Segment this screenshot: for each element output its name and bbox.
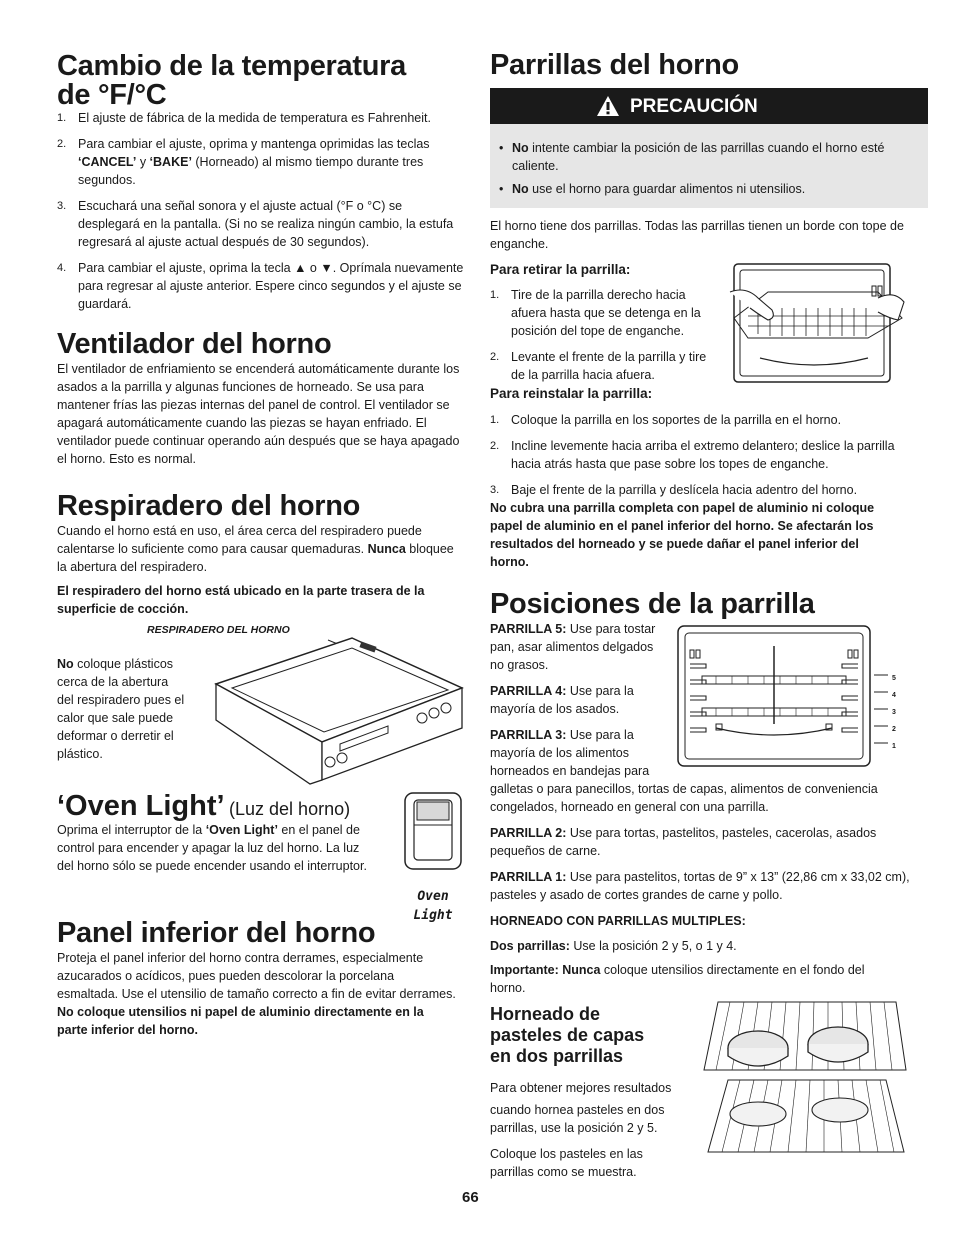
temp-steps [57,109,465,321]
rack-2-desc: PARRILLA 2: Use para tortas, pastelitos, pasteles, cacerolas, asados pequeños de carne. [490,826,877,858]
positions-title: Posiciones de la parrilla [490,588,815,620]
rack-1-desc: PARRILLA 1: Use para pastelitos, tortas de 9” x 13” (22,86 cm x 33,02 cm), pasteles y asado de cortes grandes de carne y pollo. [490,870,910,902]
vent-side-note: No coloque plásticos cerca de la abertura del respiradero pues el calor que sale puede deformar o derretir el plástico. [57,657,185,761]
cooktop-illustration [210,632,470,790]
temp-title: Cambio de la temperatura de °F/°C [57,50,406,111]
oven-light-switch-icon [404,792,462,870]
rack-number-labels: 5 4 3 2 1 [892,675,896,750]
cakes-title: Horneado de pasteles de capas en dos parrillas [490,1004,645,1066]
list-item: 1. Tire de la parrilla derecho hacia afuera hasta que se detenga en la posición del tope de enganche. [490,288,701,338]
important-note: Importante: Nunca coloque utensilios directamente en el fondo del horno. [490,963,865,995]
rack-3-desc-cont: galletas o para panecillos, tortas de capas, alimentos de conveniencia congelados, horneado en general con una parrilla. [490,782,878,814]
remove-title: Para retirar la parrilla: [490,262,631,277]
remove-steps [490,286,718,392]
oven-light-label: Oven Light [413,889,453,923]
two-racks-desc: Dos parrillas: Use la posición 2 y 5, o 1 y 4. [490,939,737,953]
rack-5-desc: PARRILLA 5: Use para tostar pan, asar alimentos delgados no grasos. [490,622,656,672]
list-item: 2. Incline levemente hacia arriba el extremo delantero; deslice la parrilla hacia atrás hasta que pase sobre los topes de enganche. [490,439,895,471]
bottom-title: Panel inferior del horno [57,917,376,949]
light-body: Oprima el interruptor de la ‘Oven Light’ en el panel de control para encender y apagar la luz del horno. La luz del horno sólo se puede encender usando el interruptor. [57,823,367,873]
caution-box [490,124,928,208]
caution-label: PRECAUCIÓN [630,96,758,117]
cakes-line1: Para obtener mejores resultados [490,1081,672,1095]
list-item: 2. Para cambiar el ajuste, oprima y mantenga oprimidas las teclas ‘CANCEL’ y ‘BAKE’ (Horneado) al mismo tiempo durante tres segundos. [57,137,430,187]
racks-intro: El horno tiene dos parrillas. Todas las parrillas tienen un borde con tope de enganche. [490,219,904,251]
foil-warning: No cubra una parrilla completa con papel de aluminio ni coloque papel de aluminio en el panel inferior del horno. Se afectarán los resultados del horneado y se puede dañar el panel inferior del horno. [490,501,875,569]
reinstall-title: Para reinstalar la parrilla: [490,386,653,401]
cakes-rack-illustration [700,996,910,1158]
caution-header [490,88,928,124]
fan-body: El ventilador de enfriamiento se encenderá automáticamente durante los asados a la parrilla y algunas funciones de horneado. Se usa para mantener frías las piezas internas del panel de control. El ventilador se apagará automáticamente cuando las piezas se hayan enfriado. El ventilador puede continuar operando aún después que se haya apagado el horno. Esto es normal. [57,362,460,466]
racks-title: Parrillas del horno [490,49,739,81]
list-item: • No use el horno para guardar alimentos ni utensilios. [490,180,922,198]
vent-title: Respiradero del horno [57,490,361,522]
list-item: 1. El ajuste de fábrica de la medida de temperatura es Fahrenheit. [57,111,431,125]
fan-title: Ventilador del horno [57,328,332,360]
temp-section [57,52,467,110]
warning-icon [596,95,620,117]
cakes-line2: cuando hornea pasteles en dos parrillas, use la posición 2 y 5. [490,1103,665,1135]
list-item: 3. Escuchará una señal sonora y el ajuste actual (°F o °C) se desplegará en la pantalla. (Si no se realiza ningún cambio, la estufa regresará al ajuste actual después de 30 segundos). [57,199,454,249]
list-item: 4. Para cambiar el ajuste, oprima la tecla ▲ o ▼. Oprímala nuevamente para regresar al ajuste anterior. Espere cinco segundos y el ajuste se guardará. [57,261,464,311]
rack-removal-illustration [728,262,906,384]
vent-body: Cuando el horno está en uso, el área cerca del respiradero puede calentarse lo suficiente como para causar quemaduras. Nunca bloquee la abertura del respiradero. [57,524,454,574]
cakes-line3: Coloque los pasteles en las parrillas como se muestra. [490,1147,643,1179]
rack-3-desc: PARRILLA 3: Use para la mayoría de los alimentos horneados en bandejas para [490,728,650,778]
rack-4-desc: PARRILLA 4: Use para la mayoría de los asados. [490,684,634,716]
page-number: 66 [462,1189,479,1206]
multi-rack-title: HORNEADO CON PARRILLAS MULTIPLES: [490,914,746,928]
list-item: 2. Levante el frente de la parrilla y tire de la parrilla hacia afuera. [490,350,707,382]
list-item: 1. Coloque la parrilla en los soportes de la parrilla en el horno. [490,413,842,427]
bottom-body: Proteja el panel inferior del horno contra derrames, especialmente azucarados o acídicos, pues pueden descolorar la porcelana esmaltada. Use el utensilio de tamaño correcto a fin de evitar derrames. No coloque utensilios ni papel de aluminio directamente en la parte inferior del horno. [57,951,456,1037]
light-title: ‘Oven Light’ (Luz del horno) [57,790,351,822]
list-item: • No intente cambiar la posición de las parrillas cuando el horno esté caliente. [490,139,922,175]
vent-location: El respiradero del horno está ubicado en la parte trasera de la superficie de cocción. [57,584,425,616]
list-item: 3. Baje el frente de la parrilla y deslícela hacia adentro del horno. [490,483,858,497]
rack-positions-illustration [676,624,906,770]
vent-figure-label: RESPIRADERO DEL HORNO [147,624,290,636]
reinstall-steps [490,411,900,507]
